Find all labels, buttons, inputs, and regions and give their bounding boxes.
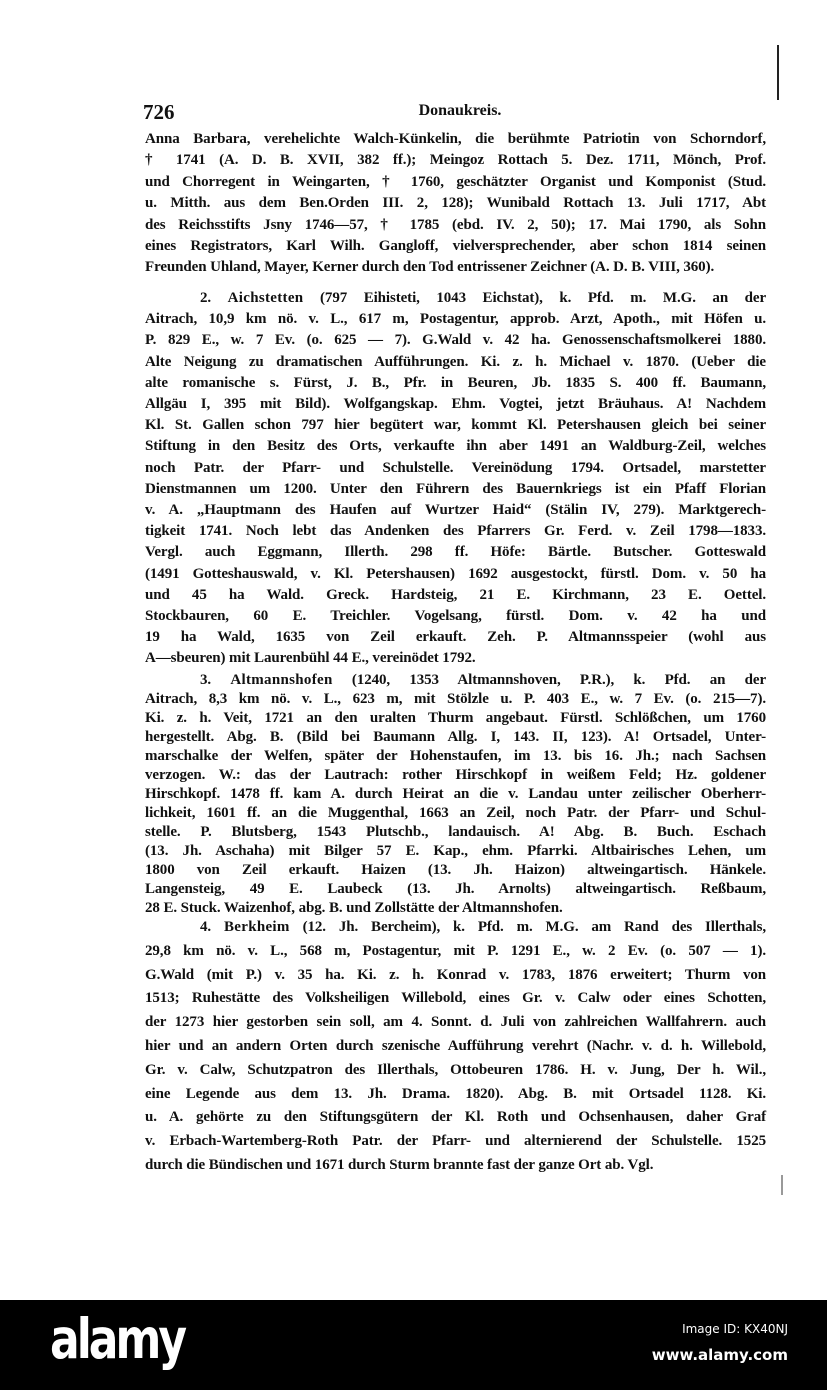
text-line: Langensteig, 49 E. Laubeck (13. Jh. Arnolts) altweingartisch. Reßbaum,: [145, 881, 766, 897]
text-line: Stockbauren, 60 E. Treichler. Vogelsang, fürstl. Dom. v. 42 ha und: [145, 608, 766, 624]
alamy-logo: alamy: [50, 1308, 184, 1372]
text-line: A—sbeuren) mit Laurenbühl 44 E., vereinödet 1792.: [145, 650, 476, 667]
text-line: Ki. z. h. Veit, 1721 an den uralten Thurm angebaut. Fürstl. Schlößchen, um 1760: [145, 710, 766, 726]
entry-text: (12. Jh. Bercheim), k. Pfd. m. M.G. am Rand des Illerthals,: [302, 919, 766, 935]
text-line: (13. Jh. Aschaha) mit Bilger 57 E. Kap., ehm. Pfarrki. Altbairisches Lehen, um: [145, 843, 766, 859]
text-line: Freunden Uhland, Mayer, Kerner durch den Tod entrissener Zeichner (A. D. B. VIII, 360).: [145, 259, 715, 276]
text-line: noch Patr. der Pfarr- und Schulstelle. Vereinödung 1794. Ortsadel, marstetter: [145, 459, 766, 476]
text-line: verzogen. W.: das der Lautrach: rother Hirschkopf in weißem Feld; Hz. goldener: [145, 767, 766, 783]
text-line: u. A. gehörte zu den Stiftungsgütern der Kl. Roth und Ochsenhausen, daher Graf: [145, 1109, 766, 1126]
text-line: Aitrach, 10,9 km nö. v. L., 617 m, Postagentur, approb. Arzt, Apoth., mit Höfen u.: [145, 311, 766, 328]
scan-edge-mark: [781, 1175, 783, 1195]
entry-headword: Aichstetten: [227, 290, 304, 306]
running-head: Donaukreis.: [418, 102, 502, 119]
text-line: der 1273 hier gestorben sein soll, am 4. Sonnt. d. Juli von zahlreichen Wallfahrern. auch: [145, 1014, 766, 1031]
text-line: durch die Bündischen und 1671 durch Sturm brannte fast der ganze Ort ab. Vgl.: [145, 1157, 654, 1173]
text-line: G.Wald (mit P.) v. 35 ha. Ki. z. h. Konrad v. 1783, 1876 erweitert; Thurm von: [145, 966, 766, 983]
text-line: Vergl. auch Eggmann, Illerth. 298 ff. Höfe: Bärtle. Butscher. Gotteswald: [145, 544, 766, 561]
text-line: † 1741 (A. D. B. XVII, 382 ff.); Meingoz Rottach 5. Dez. 1711, Mönch, Prof.: [145, 152, 766, 169]
entry-text: (797 Eihisteti, 1043 Eichstat), k. Pfd. m. M.G. an der: [320, 290, 767, 306]
entry-headword: Altmannshofen: [230, 672, 333, 688]
entry-number: 3.: [200, 672, 212, 688]
text-line: Hirschkopf. 1478 ff. kam A. durch Heirat an die v. Landau unter zeilischer Oberherr-: [145, 786, 766, 802]
scan-edge-mark: [777, 45, 779, 100]
text-line: und 45 ha Wald. Greck. Hardsteig, 21 E. Kirchmann, 23 E. Oettel.: [145, 586, 766, 603]
text-line: Dienstmannen um 1200. Unter den Führern des Bauernkriegs ist ein Pfaff Florian: [145, 480, 766, 497]
entry-heading-line: [145, 918, 766, 936]
text-line: 29,8 km nö. v. L., 568 m, Postagentur, mit P. 1291 E., w. 2 Ev. (o. 507 — 1).: [145, 942, 766, 959]
text-line: tigkeit 1741. Noch lebt das Andenken des Pfarrers Gr. Ferd. v. Zeil 1798—1833.: [145, 523, 766, 540]
entry-heading-line: [145, 289, 766, 307]
text-line: hergestellt. Abg. B. (Bild bei Baumann Allg. I, 143. II, 123). A! Ortsadel, Unter-: [145, 729, 766, 745]
entry-text: (1240, 1353 Altmannshoven, P.R.), k. Pfd. an der: [351, 672, 767, 688]
text-line: (1491 Gotteshauswald, v. Kl. Petershausen) 1692 ausgestockt, fürstl. Dom. v. 50 ha: [145, 565, 766, 582]
entry-number: 4.: [200, 919, 212, 935]
text-line: des Reichsstifts Jsny 1746—57, † 1785 (ebd. IV. 2, 50); 17. Mai 1790, als Sohn: [145, 216, 766, 233]
text-line: u. Mitth. aus dem Ben.Orden III. 2, 128); Wunibald Rottach 13. Juli 1717, Abt: [145, 195, 766, 212]
text-line: P. 829 E., w. 7 Ev. (o. 625 — 7). G.Wald v. 42 ha. Genossenschaftsmolkerei 1880.: [145, 332, 766, 349]
text-line: 28 E. Stuck. Waizenhof, abg. B. und Zollstätte der Altmannshofen.: [145, 900, 563, 916]
text-line: hier und an andern Orten durch szenische Aufführung verehrt (Nachr. v. d. h. Willebold,: [145, 1038, 766, 1054]
entry-heading-line: [145, 671, 766, 689]
text-line: 19 ha Wald, 1635 von Zeil erkauft. Zeh. P. Altmannsspeier (wohl aus: [145, 629, 766, 646]
image-id: Image ID: KX40NJ: [682, 1322, 788, 1336]
text-line: Stiftung in den Besitz des Orts, verkaufte ihn aber 1491 an Waldburg-Zeil, welches: [145, 438, 766, 455]
text-line: und Chorregent in Weingarten, † 1760, geschätzter Organist und Komponist (Stud.: [145, 173, 766, 190]
text-line: Kl. St. Gallen schon 797 hier begütert war, kommt Kl. Petershausen gleich bei seiner: [145, 417, 766, 434]
text-line: alte romanische s. Fürst, J. B., Pfr. in Beuren, Jb. 1835 S. 400 ff. Baumann,: [145, 374, 766, 391]
text-line: 1513; Ruhestätte des Volksheiligen Willebold, eines Gr. v. Calw oder eines Schotten,: [145, 990, 766, 1007]
text-line: 1800 von Zeil erkauft. Haizen (13. Jh. Haizon) altweingartisch. Hänkele.: [145, 862, 766, 878]
text-line: Anna Barbara, verehelichte Walch-Künkelin, die berühmte Patriotin von Schorndorf,: [145, 131, 766, 147]
text-line: stelle. P. Blutsberg, 1543 Plutschb., landauisch. A! Abg. B. Buch. Eschach: [145, 824, 766, 840]
text-line: Allgäu I, 395 mit Bild). Wolfgangskap. Ehm. Vogtei, jetzt Bräuhaus. A! Nachdem: [145, 396, 766, 412]
text-line: lichkeit, 1601 ff. an die Muggenthal, 1663 an Zeil, noch Patr. der Pfarr- und Schul-: [145, 805, 766, 821]
text-line: Aitrach, 8,3 km nö. v. L., 623 m, mit Stölzle u. P. 403 E., w. 7 Ev. (o. 215—7).: [145, 691, 766, 707]
page-number: 726: [143, 100, 175, 124]
entry-headword: Berkheim: [223, 919, 290, 935]
text-line: v. Erbach-Wartemberg-Roth Patr. der Pfarr- und alternierend der Schulstelle. 1525: [145, 1133, 766, 1150]
text-line: marschalke der Welfen, später der Hohenstaufen, im 13. bis 16. Jh.; nach Sachsen: [145, 748, 766, 764]
website: www.alamy.com: [651, 1346, 788, 1364]
text-line: v. A. „Hauptmann des Haufen auf Wurtzer Haid“ (Stälin IV, 279). Marktgerech-: [145, 502, 766, 518]
watermark-footer: [0, 1300, 827, 1390]
entry-number: 2.: [200, 290, 212, 306]
text-line: Gr. v. Calw, Schutzpatron des Illerthals, Ottobeuren 1786. H. v. Jung, Der h. Wil.,: [145, 1061, 766, 1078]
text-line: Alte Neigung zu dramatischen Aufführungen. Ki. z. h. Michael v. 1870. (Ueber die: [145, 353, 766, 370]
text-line: eines Registrators, Karl Wilh. Gangloff, vielversprechender, aber schon 1814 seinen: [145, 238, 766, 254]
text-line: eine Legende aus dem 13. Jh. Drama. 1820). Abg. B. mit Ortsadel 1128. Ki.: [145, 1085, 766, 1102]
